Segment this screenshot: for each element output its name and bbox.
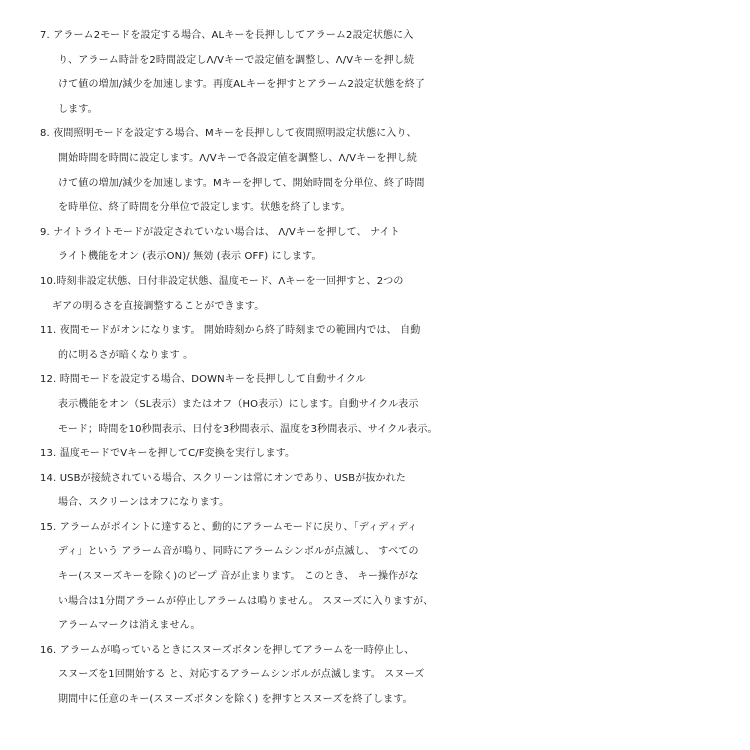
item-16-text-1: アラームが鳴っているときにスヌーズボタンを押してアラームを一時停止し、 [59,644,415,656]
item-10-line-1 [0,270,750,295]
item-15-number: 15. [40,521,57,533]
item-12-line-2: 表示機能をオン（SL表示）またはオフ（HO表示）にします。自動サイクル表示 [58,398,419,410]
item-15-line-2: ディ」という アラーム音が鳴り、同時にアラームシンボルが点滅し、 すべての [58,546,419,558]
item-16-line-1 [0,639,750,664]
item-10-line-2: ギアの明るさを直接調整することができます。 [52,300,265,312]
item-12-number: 12. [40,374,57,386]
item-12-line-1 [0,368,750,393]
item-10-number: 10. [40,275,57,287]
item-8-line-3: けて値の増加/減少を加速します。Mキーを押して、開始時間を分単位、終了時間 [58,177,425,189]
item-11-text-1: 夜間モードがオンになります。 開始時刻から終了時刻までの範囲内では、 自動 [59,325,421,337]
item-12-text-1: 時間モードを設定する場合、DOWNキーを長押しして自動サイクル [59,374,366,386]
item-11-number: 11. [40,325,57,337]
item-15-line-5: アラームマークは消えません。 [58,620,201,632]
item-16-line-2: スヌーズを1回開始する と、対応するアラームシンボルが点滅します。 スヌーズ [58,669,425,681]
item-14-text-1: USBが接続されている場合、スクリーンは常にオンであり、USBが抜かれた [59,472,406,484]
item-15-text-1: アラームがポイントに達すると、動的にアラームモードに戻り、「ディディディ [59,521,418,533]
item-7-line-4: します。 [58,103,98,115]
item-8-number: 8. [40,128,50,140]
item-13-text-1: 温度モードでVキーを押してC/F変換を実行します。 [59,448,296,460]
item-8-line-2: 開始時間を時間に設定します。Λ/Vキーで各設定値を調整し、Λ/Vキーを押し続 [58,152,418,164]
item-7-line-1 [0,24,750,49]
item-15-line-3: キー(スヌーズキーを除く)のビープ 音が止まります。 このとき、 キー操作がな [58,571,419,583]
item-7-line-3: けて値の増加/減少を加速します。再度ALキーを押すとアラーム2設定状態を終了 [58,79,426,91]
item-14-number: 14. [40,472,57,484]
item-14-line-1 [0,467,750,492]
item-12-line-3: モード；時間を10秒間表示、日付を3秒間表示、温度を3秒間表示、サイクル表示。 [58,423,438,435]
item-16-line-3: 期間中に任意のキー(スヌーズボタンを除く) を押すとスヌーズを終了します。 [58,694,413,706]
item-7-number: 7. [40,30,50,41]
item-8-text-1: 夜間照明モードを設定する場合、Mキーを長押しして夜間照明設定状態に入り、 [53,128,417,140]
item-11-line-2: 的に明るさが暗くなります 。 [58,349,194,361]
item-9-line-1 [0,221,750,246]
item-14-line-2: 場合、スクリーンはオフになります。 [58,497,230,509]
item-13-line-1 [0,442,750,467]
item-8-line-4: を時単位、終了時間を分単位で設定します。状態を終了します。 [58,202,351,214]
item-15-line-4: い場合は1分間アラームが停止しアラームは鳴りません。 スヌーズに入りますが、 [58,595,434,607]
item-9-text-1: ナイトライトモードが設定されていない場合は、 Λ/Vキーを押して、 ナイト [53,226,400,238]
item-13-number: 13. [40,448,57,460]
item-7-line-2: り、アラーム時計を2時間設定しΛ/Vキーで設定値を調整し、Λ/Vキーを押し続 [58,54,415,66]
item-11-line-1 [0,319,750,344]
item-15-line-1 [0,516,750,541]
item-9-number: 9. [40,226,50,238]
item-9-line-2: ライト機能をオン (表示ON)/ 無効 (表示 OFF) にします。 [58,251,322,263]
instruction-document [0,24,750,713]
item-7-text-1: アラーム2モードを設定する場合、ALキーを長押ししてアラーム2設定状態に入 [53,30,414,41]
item-8-line-1 [0,122,750,147]
item-16-number: 16. [40,644,57,656]
item-10-text-1: 時刻非設定状態、日付非設定状態、温度モード、Λキーを一回押すと、2つの [56,275,404,287]
